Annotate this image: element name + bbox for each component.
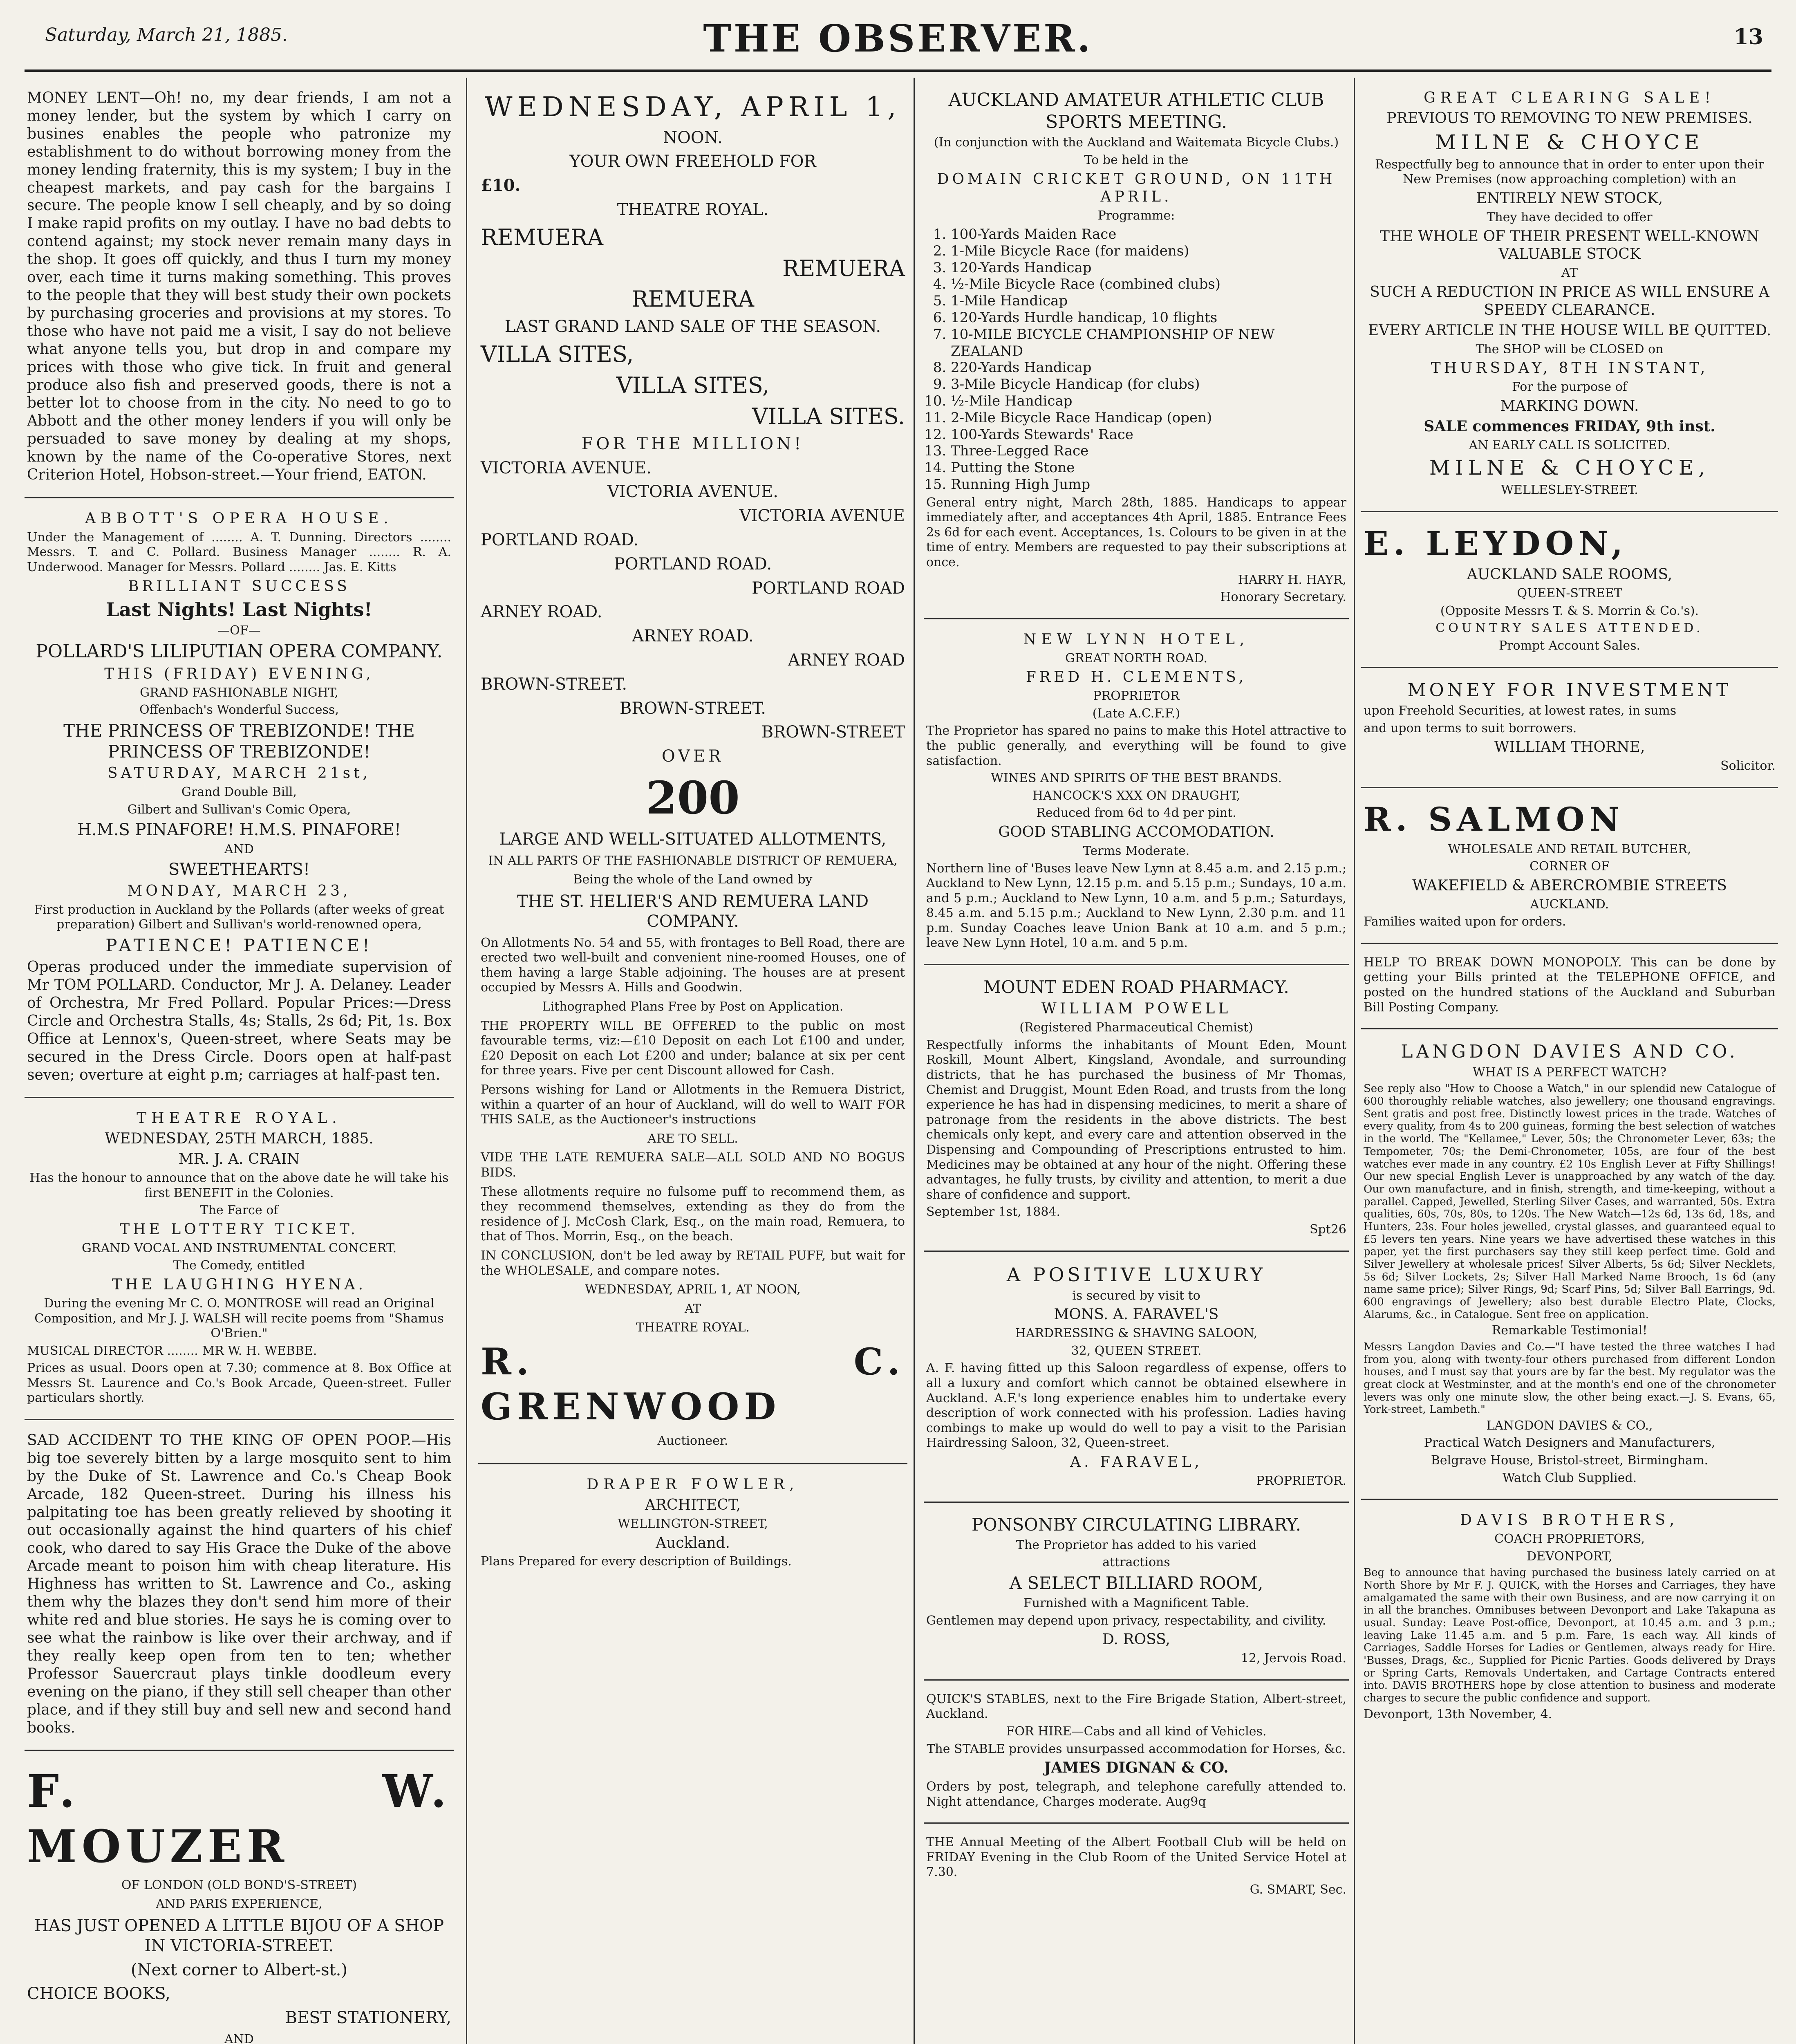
ad-text: Programme: xyxy=(1097,208,1175,223)
column-3 xyxy=(924,78,1349,2044)
ad-text: YOUR OWN FREEHOLD FOR xyxy=(569,152,816,171)
ad-text: Gilbert and Sullivan's Comic Opera, xyxy=(127,802,351,817)
ad-langdon-davies xyxy=(1361,1029,1778,1500)
ad-leydon xyxy=(1361,512,1778,668)
ad-text: Grand Double Bill, xyxy=(181,785,297,800)
ad-text: Watch Club Supplied. xyxy=(1502,1470,1637,1485)
newspaper-title: THE OBSERVER. xyxy=(703,16,1093,61)
ad-text: See reply also "How to Choose a Watch," in our splendid new Catalogue of 600 thoroughly reliable watches, also jewellery; one thousand engravings. Sent gratis and post free. Distinctly lowest prices in the trade. Watches of every quality, from 4s to 200 guineas, forming the best selection of watches in the world. The "Kellamee," Lever, 50s; the Chronometer Lever, 63s; the Tempometer, 70s; the Demi-Chronometer, 105s, are four of the best watches ever made in any country. £2 10s English Lever at Fifty Shillings! Our new special English Lever is unapproached by any watch of the day. Our own manufacture, and in finish, strength, and time-keeping, without a parallel. Capped, Jewelled, Sterling Silver Cases, and warranted, 50s. Extra qualities, 60s, 70s, 80s, to 120s. The New Watch—12s 6d, 13s 6d, 18s, and Hunters, 23s. Four holes jewelled, crystal glasses, and guaranteed equal to £5 levers ten years. Nine years we have advertised these watches in this paper, yet the first purchasers say they still keep perfect time. Gold and Silver Jewellery at wholesale prices! Silver Alberts, 5s 6d; Silver Necklets, 5s 6d; Silver Lockets, 2s; Silver Hall Marked Name Brooch, 1s 6d (any name same price); Silver Rings, 9d; Scarf Pins, 5d; Silver Ball Earrings, 9d. 600 engravings of Jewellery; also best durable Electro Plate, Clocks, Alarums, &c., in Catalogue. Sent free on application. xyxy=(1364,1083,1776,1321)
ad-text: PATIENCE! PATIENCE! xyxy=(105,935,373,955)
ad-text: VICTORIA AVENUE. xyxy=(481,458,652,477)
ad-remuera-sale xyxy=(478,78,907,1464)
ad-text: 32, QUEEN STREET. xyxy=(1071,1343,1202,1358)
ad-heading: MILNE & CHOYCE, xyxy=(1429,456,1710,480)
list-item: 5. 1-Mile Handicap xyxy=(951,293,1346,309)
ad-text: BROWN-STREET xyxy=(761,723,905,742)
ad-text: Solicitor. xyxy=(1720,759,1776,773)
ad-text: Has the honour to announce that on the above date he will take his first BENEFIT in the Colonies. xyxy=(29,1171,449,1200)
ad-text: Gentlemen may depend upon privacy, respectability, and civility. xyxy=(926,1613,1326,1628)
column-rule xyxy=(1354,78,1355,2044)
ad-text: IN ALL PARTS OF THE FASHIONABLE DISTRICT OF REMUERA, xyxy=(488,853,898,868)
ad-text: AND PARIS EXPERIENCE, xyxy=(156,1897,322,1912)
ad-text: September 1st, 1884. xyxy=(926,1205,1061,1219)
list-item: 3. 120-Yards Handicap xyxy=(951,260,1346,276)
ad-text: Last Nights! Last Nights! xyxy=(106,598,372,621)
ad-text: WILLIAM POWELL xyxy=(1041,1000,1232,1018)
ad-text: (Registered Pharmaceutical Chemist) xyxy=(1019,1020,1253,1035)
ad-text: LANGDON DAVIES & CO., xyxy=(1486,1418,1653,1433)
ad-text: FRED H. CLEMENTS, xyxy=(1026,669,1247,686)
ad-text: Respectfully beg to announce that in order to enter upon their New Premises (now approaching completion) with an xyxy=(1375,157,1764,187)
list-item: 4. ½-Mile Bicycle Race (combined clubs) xyxy=(951,276,1346,293)
ad-text: The Proprietor has spared no pains to make this Hotel attractive to the public generally, and everything will be found to give satisfaction. xyxy=(926,724,1346,768)
ad-text: VICTORIA AVENUE. xyxy=(607,482,778,502)
ad-text: Belgrave House, Bristol-street, Birmingham. xyxy=(1431,1453,1709,1468)
ad-text: HAS JUST OPENED A LITTLE BIJOU OF A SHOP IN VICTORIA-STREET. xyxy=(34,1916,444,1955)
ad-text: A SELECT BILLIARD ROOM, xyxy=(1009,1573,1263,1593)
ad-text: MARKING DOWN. xyxy=(1500,397,1639,415)
ad-text: NOON. xyxy=(663,128,723,147)
ad-text: ARNEY ROAD. xyxy=(632,627,754,646)
ad-text: Offenbach's Wonderful Success, xyxy=(139,703,339,717)
ad-heading: R. C. GRENWOOD xyxy=(481,1340,905,1428)
ad-money-lent xyxy=(25,78,454,498)
ad-text: WEDNESDAY, APRIL 1, AT NOON, xyxy=(585,1282,801,1297)
ad-text: AT xyxy=(684,1301,701,1316)
ad-text: HELP TO BREAK DOWN MONOPOLY. This can be done by getting your Bills printed at the TELEPHONE OFFICE, and posted on the hundred stations of the Auckland and Suburban Bill Posting Company. xyxy=(1364,955,1776,1015)
ad-text: THE PRINCESS OF TREBIZONDE! THE PRINCESS OF TREBIZONDE! xyxy=(63,721,415,762)
event-list xyxy=(951,226,1346,493)
ad-price: £10. xyxy=(481,176,521,195)
ad-faravel xyxy=(924,1252,1349,1503)
ad-text: EVERY ARTICLE IN THE HOUSE WILL BE QUITTED. xyxy=(1368,322,1771,339)
ad-text: The STABLE provides unsurpassed accommodation for Horses, &c. xyxy=(927,1741,1346,1756)
column-4 xyxy=(1361,78,1778,2044)
ad-text: BRILLIANT SUCCESS xyxy=(128,578,350,595)
ad-text: JAMES DIGNAN & CO. xyxy=(1044,1759,1229,1777)
ad-text: THE LAUGHING HYENA. xyxy=(112,1276,366,1293)
ad-sad-accident xyxy=(25,1420,454,1751)
ad-text: Under the Management of ........ A. T. Dunning. Directors ........ Messrs. T. and C. Pollard. Business Manager ........ R. A. Underwood. Manager for Messrs. Pollard ........ Jas. E. Kitts xyxy=(27,530,451,575)
ad-text: SUCH A REDUCTION IN PRICE AS WILL ENSURE A SPEEDY CLEARANCE. xyxy=(1370,283,1769,318)
ad-text: H.M.S PINAFORE! H.M.S. PINAFORE! xyxy=(77,820,401,839)
ad-text: A. F. having fitted up this Saloon regardless of expense, offers to all a luxury and comfort which cannot be obtained elsewhere in Auckland. A.F.'s long experience enables him to undertake every description of work connected with his profession. Ladies having combings to make up would do well to pay a visit to the Parisian Hairdressing Saloon, 32, Queen-street. xyxy=(926,1361,1346,1450)
list-item: 2. 1-Mile Bicycle Race (for maidens) xyxy=(951,243,1346,260)
ad-heading: E. LEYDON, xyxy=(1364,524,1628,563)
ad-text: VICTORIA AVENUE xyxy=(739,507,905,526)
ad-text: Reduced from 6d to 4d per pint. xyxy=(1036,806,1236,820)
ad-text: attractions xyxy=(1102,1555,1170,1570)
masthead xyxy=(25,8,1771,72)
ad-heading: THEATRE ROYAL. xyxy=(137,1110,342,1127)
ad-text: General entry night, March 28th, 1885. Handicaps to appear immediately after, and acceptances 4th April, 1885. Entrance Fees 2s 6d for each event. Acceptances, 1s. Colours to be given in at the time of entry. Members are requested to pay their subscriptions at once. xyxy=(926,495,1346,570)
ad-text: Prices as usual. Doors open at 7.30; commence at 8. Box Office at Messrs St. Laurence and Co.'s Book Arcade, Queen-street. Fuller particulars shortly. xyxy=(27,1361,451,1405)
ad-text: Honorary Secretary. xyxy=(1220,590,1346,605)
ad-heading: F. W. MOUZER xyxy=(27,1765,451,1873)
ad-text: PREVIOUS TO REMOVING TO NEW PREMISES. xyxy=(1386,110,1753,127)
ad-heading: VILLA SITES. xyxy=(752,403,905,429)
ad-heading: MONEY FOR INVESTMENT xyxy=(1407,679,1732,701)
ad-text: Beg to announce that having purchased the business lately carried on at North Shore by Mr F. J. QUICK, with the Horses and Carriages, they have amalgamated the same with their own Business, and are now carrying it on in all the branches. Omnibuses between Devonport and Lake Takapuna as usual. Sunday: Leave Post-office, Devonport, at 10.45 a.m. and 3 p.m.; leaving Lake 11.45 a.m. and 5 p.m. Fare, 1s each way. All kinds of Carriages, Saddle Horses for Ladies or Gentlemen, always ready for Hire. 'Busses, Drags, &c., Supplied for Picnic Parties. Goods delivered by Drays or Spring Carts, Removals Undertaken, and Cartage Contracts entered into. DAVIS BROTHERS hope by close attention to business and moderate charges to secure the public confidence and support. xyxy=(1364,1567,1776,1705)
ad-text: ARE TO SELL. xyxy=(647,1131,738,1146)
ad-text: MONDAY, MARCH 23, xyxy=(127,882,351,899)
ad-text: SATURDAY, MARCH 21st, xyxy=(107,765,371,782)
ad-text: ENTIRELY NEW STOCK, xyxy=(1476,190,1663,207)
ad-text: AUCKLAND SALE ROOMS, xyxy=(1467,566,1673,583)
ad-text: Northern line of 'Buses leave New Lynn at 8.45 a.m. and 2.15 p.m.; Auckland to New Lynn, 12.15 p.m. and 5.15 p.m.; Sundays, 10 a.m. and 5 p.m.; Auckland to New Lynn, 10 a.m. and 5 p.m.; Saturdays, 8.45 a.m. and 5.15 p.m.; Auckland to New Lynn, 2.30 p.m. and 11 p.m. Sunday Coaches leave Union Bank at 10 a.m. and 5 p.m.; leave New Lynn Hotel, 10 a.m. and 5 p.m. xyxy=(926,861,1346,950)
ad-text: (Next corner to Albert-st.) xyxy=(131,1960,347,1979)
ad-heading: DAVIS BROTHERS, xyxy=(1460,1512,1680,1529)
ad-salmon-butcher xyxy=(1361,788,1778,944)
ad-text: THE ST. HELIER'S AND REMUERA LAND COMPANY. xyxy=(517,892,869,931)
ad-davis-brothers xyxy=(1361,1500,1778,1735)
ad-text: THURSDAY, 8TH INSTANT, xyxy=(1431,360,1709,377)
ad-football-club xyxy=(924,1824,1349,1910)
ad-heading: MOUNT EDEN ROAD PHARMACY. xyxy=(983,977,1289,997)
ad-text: PROPRIETOR. xyxy=(1256,1473,1346,1488)
ad-text: MONS. A. FARAVEL'S xyxy=(1054,1306,1219,1323)
ad-heading: NEW LYNN HOTEL, xyxy=(1023,631,1250,648)
ad-text: QUICK'S STABLES, next to the Fire Brigade Station, Albert-street, Auckland. xyxy=(926,1692,1346,1721)
ad-text: MUSICAL DIRECTOR ........ MR W. H. WEBBE. xyxy=(27,1343,317,1358)
ad-text: GRAND VOCAL AND INSTRUMENTAL CONCERT. xyxy=(81,1241,397,1255)
ad-text: WELLESLEY-STREET. xyxy=(1501,483,1638,498)
ad-text: COUNTRY SALES ATTENDED. xyxy=(1435,621,1704,636)
ad-text: AN EARLY CALL IS SOLICITED. xyxy=(1469,438,1671,453)
ad-text: THEATRE ROYAL. xyxy=(617,200,769,219)
ad-text: On Allotments No. 54 and 55, with frontages to Bell Road, there are erected two well-built and convenient nine-roomed Houses, one of them having a large Stable adjoining. The houses are at present occupied by Messrs A. Hills and Goodwin. xyxy=(481,935,905,995)
ad-text: is secured by visit to xyxy=(1072,1288,1200,1303)
ad-text: The Comedy, entitled xyxy=(173,1258,305,1273)
ad-text: (Opposite Messrs T. & S. Morrin & Co.'s). xyxy=(1440,603,1699,618)
ad-text: Prompt Account Sales. xyxy=(1498,639,1641,653)
ad-text: OF LONDON (OLD BOND'S-STREET) xyxy=(121,1878,357,1892)
ad-text: WHOLESALE AND RETAIL BUTCHER, xyxy=(1448,842,1691,856)
list-item: 1. 100-Yards Maiden Race xyxy=(951,226,1346,243)
ad-text: These allotments require no fulsome puff to recommend them, as they recommend themselves, extending as they do from the residence of J. McCosh Clark, Esq., on the main road, Remuera, to that of Thos. Morrin, Esq., on the beach. xyxy=(481,1184,905,1244)
ad-text: G. SMART, Sec. xyxy=(1250,1882,1346,1897)
ad-text: PORTLAND ROAD. xyxy=(614,554,772,574)
ad-text: SALE commences FRIDAY, 9th inst. xyxy=(1424,417,1715,435)
column-2 xyxy=(478,78,907,2044)
ad-text: (In conjunction with the Auckland and Waitemata Bicycle Clubs.) xyxy=(934,135,1339,150)
ad-text: CHOICE BOOKS, xyxy=(27,1984,170,2004)
ad-text: LARGE AND WELL-SITUATED ALLOTMENTS, xyxy=(499,830,887,849)
ad-text: Auckland. xyxy=(656,1534,730,1551)
ad-draper-fowler xyxy=(478,1464,907,1582)
ad-text: IN CONCLUSION, don't be led away by RETAIL PUFF, but wait for the WHOLESALE, and compare notes. xyxy=(481,1248,905,1278)
ad-text: PROPRIETOR xyxy=(1093,689,1180,704)
ad-text: For the purpose of xyxy=(1512,380,1627,394)
ad-text: GOOD STABLING ACCOMODATION. xyxy=(998,824,1274,840)
ad-text: PORTLAND ROAD. xyxy=(481,530,639,549)
ad-pharmacy xyxy=(924,965,1349,1251)
ad-text: LAST GRAND LAND SALE OF THE SEASON. xyxy=(504,317,881,336)
ad-text: QUEEN-STREET xyxy=(1517,586,1622,601)
ad-text: Being the whole of the Land owned by xyxy=(573,872,813,887)
ad-text: The Proprietor has added to his varied xyxy=(1016,1537,1257,1552)
column-rule xyxy=(914,78,915,2044)
ad-text: HANCOCK'S XXX ON DRAUGHT, xyxy=(1032,788,1241,803)
ad-new-lynn-hotel xyxy=(924,619,1349,965)
list-item: 11. 2-Mile Bicycle Race Handicap (open) xyxy=(951,410,1346,426)
ad-text: A. FARAVEL, xyxy=(1070,1453,1203,1470)
ad-text: Messrs Langdon Davies and Co.—"I have tested the three watches I had from you, along with twenty-four others purchased from different London houses, and I must say that yours are by far the best. My regulator was the great clock at Westminster, and at the month's end one of the chronometer levers was only one minute slow, the other being exact.—J. S. Evans, 65, York-street, Lambeth." xyxy=(1364,1340,1776,1416)
ad-text: HARDRESSING & SHAVING SALOON, xyxy=(1015,1326,1258,1341)
ad-text: AND xyxy=(224,842,254,857)
ad-text: THE WHOLE OF THEIR PRESENT WELL-KNOWN VALUABLE STOCK xyxy=(1379,228,1760,263)
ad-money-investment xyxy=(1361,668,1778,788)
ad-heading: ABBOTT'S OPERA HOUSE. xyxy=(85,510,393,527)
page-number: 13 xyxy=(1733,25,1763,49)
list-item: 8. 220-Yards Handicap xyxy=(951,359,1346,376)
ad-text: GRAND FASHIONABLE NIGHT, xyxy=(140,685,338,700)
ad-text: Operas produced under the immediate supervision of Mr TOM POLLARD. Conductor, Mr J. A. Delaney. Leader of Orchestra, Mr Fred Pollard. Popular Prices:—Dress Circle and Orchestra Stalls, 4s; Stalls, 2s 6d; Pit, 1s. Box Office at Lennox's, Queen-street, where Seats may be secured in the Dress Circle. Doors open at half-past seven; overture at eight p.m; carriages at half-past ten. xyxy=(27,959,451,1083)
ad-text: DOMAIN CRICKET GROUND, ON 11TH APRIL. xyxy=(937,170,1336,206)
ad-text: THE LOTTERY TICKET. xyxy=(120,1221,358,1238)
ad-clearing-sale xyxy=(1361,78,1778,512)
ad-text: and upon terms to suit borrowers. xyxy=(1364,721,1577,735)
ad-text: THE PROPERTY WILL BE OFFERED to the public on most favourable terms, viz:—£10 Deposit on each Lot £100 and under, £20 Deposit on each Lot £200 and under; balance at six per cent for three years. Five per cent Discount allowed for Cash. xyxy=(481,1018,905,1078)
list-item: 13. Three-Legged Race xyxy=(951,443,1346,459)
issue-date: Saturday, March 21, 1885. xyxy=(45,25,288,45)
ad-text: D. ROSS, xyxy=(1102,1631,1170,1648)
ad-text: OVER xyxy=(661,747,724,766)
ad-text: THIS (FRIDAY) EVENING, xyxy=(104,665,374,682)
ad-text: —OF— xyxy=(217,623,261,638)
ad-text: WELLINGTON-STREET, xyxy=(618,1516,768,1531)
ad-text: Furnished with a Magnificent Table. xyxy=(1023,1596,1250,1611)
ad-text: WINES AND SPIRITS OF THE BEST BRANDS. xyxy=(991,771,1282,786)
ad-mouzer xyxy=(25,1751,454,2044)
ad-text: During the evening Mr C. O. MONTROSE will read an Original Composition, and Mr J. J. WALSH will recite poems from "Shamus O'Brien." xyxy=(34,1296,444,1341)
ad-quicks-stables xyxy=(924,1681,1349,1824)
ad-text: HARRY H. HAYR, xyxy=(1238,572,1346,587)
ad-text: To be held in the xyxy=(1084,152,1189,167)
ad-text: Practical Watch Designers and Manufacturers, xyxy=(1424,1436,1715,1450)
ad-text: 12, Jervois Road. xyxy=(1241,1651,1346,1666)
ad-text: AUCKLAND. xyxy=(1530,897,1609,912)
ad-text: ARNEY ROAD xyxy=(788,650,905,670)
ad-text: They have decided to offer xyxy=(1487,210,1653,224)
ad-text: Orders by post, telegraph, and telephone carefully attended to. Night attendance, Charges moderate. Aug9q xyxy=(926,1780,1346,1809)
ad-heading: REMUERA xyxy=(481,224,603,250)
ad-text: AT xyxy=(1561,266,1578,280)
ad-text: Spt26 xyxy=(1310,1222,1346,1237)
ad-text: Remarkable Testimonial! xyxy=(1491,1323,1648,1338)
ad-text: Devonport, 13th November, 4. xyxy=(1364,1707,1552,1721)
ad-text: Auctioneer. xyxy=(657,1433,728,1448)
ad-text: THE Annual Meeting of the Albert Football Club will be held on FRIDAY Evening in the Club Room of the United Service Hotel at 7.30. xyxy=(926,1835,1346,1880)
ad-text: CORNER OF xyxy=(1530,859,1610,874)
ad-text: Lithographed Plans Free by Post on Application. xyxy=(542,1000,844,1014)
ad-text: upon Freehold Securities, at lowest rates, in sums xyxy=(1364,704,1677,718)
list-item: 14. Putting the Stone xyxy=(951,459,1346,476)
ad-text: SAD ACCIDENT TO THE KING OF OPEN POOP.—His big toe severely bitten by a large mosquito sent to him by the Duke of St. Lawrence and Co.'s Cheap Book Arcade, 182 Queen-street. During his illness his palpitating toe has been greatly relieved by shooting it out occasionally against the hind quarters of his chief cook, who dared to say His Grace the Duke of the above Arcade meant to poison him with cheap literature. His Highness has written to St. Lawrence and Co., asking them why the blazes they don't send him more of their white red and blue stories. He says he is coming over to see what the rainbow is like over their archway, and if they really keep open from ten to ten; whether Professor Sauercraut plays tinkle doodleum every evening on the piano, if they still sell cheaper than other place, and if they still buy and sell new and second hand books. xyxy=(27,1432,451,1736)
ad-heading: AUCKLAND AMATEUR ATHLETIC CLUB SPORTS MEETING. xyxy=(948,90,1324,132)
ad-heading: A POSITIVE LUXURY xyxy=(1006,1263,1266,1286)
ad-number: 200 xyxy=(646,771,740,824)
ad-text: WILLIAM THORNE, xyxy=(1494,739,1645,756)
ad-text: Terms Moderate. xyxy=(1083,843,1190,858)
ad-text: ARNEY ROAD. xyxy=(481,603,602,622)
ad-heading: MILNE & CHOYCE xyxy=(1435,130,1704,154)
ad-text: First production in Auckland by the Pollards (after weeks of great preparation) Gilbert and Sullivan's world-renowned opera, xyxy=(34,902,444,932)
ad-text: FOR HIRE—Cabs and all kind of Vehicles. xyxy=(1006,1724,1267,1739)
ad-text: SWEETHEARTS! xyxy=(168,860,310,879)
ad-text: (Late A.C.F.F.) xyxy=(1092,706,1180,721)
ad-heading: PONSONBY CIRCULATING LIBRARY. xyxy=(972,1515,1301,1535)
ad-monopoly xyxy=(1361,944,1778,1029)
ad-heading: VILLA SITES, xyxy=(616,372,770,398)
ad-heading: R. SALMON xyxy=(1364,800,1624,838)
ad-text: ARCHITECT, xyxy=(645,1497,741,1514)
ad-text: DEVONPORT, xyxy=(1527,1549,1612,1564)
ad-heading: REMUERA xyxy=(632,286,754,312)
ad-theatre-royal xyxy=(25,1098,454,1420)
column-rule xyxy=(466,78,467,2044)
ad-text: AND xyxy=(224,2032,254,2044)
list-item: 9. 3-Mile Bicycle Handicap (for clubs) xyxy=(951,376,1346,393)
ad-heading: DRAPER FOWLER, xyxy=(587,1476,799,1493)
ad-text: The Farce of xyxy=(200,1203,278,1218)
ad-text: The SHOP will be CLOSED on xyxy=(1476,342,1664,356)
ad-text: WHAT IS A PERFECT WATCH? xyxy=(1472,1065,1667,1080)
ad-text: VIDE THE LATE REMUERA SALE—ALL SOLD AND NO BOGUS BIDS. xyxy=(481,1150,905,1180)
ad-heading: WEDNESDAY, APRIL 1, xyxy=(484,91,901,123)
list-item: 12. 100-Yards Stewards' Race xyxy=(951,426,1346,443)
ad-text: WEDNESDAY, 25TH MARCH, 1885. xyxy=(105,1130,374,1148)
ad-text: COACH PROPRIETORS, xyxy=(1494,1532,1645,1546)
column-1 xyxy=(25,78,454,2044)
ad-heading: REMUERA xyxy=(782,255,905,281)
ad-text: Plans Prepared for every description of Buildings. xyxy=(481,1554,792,1569)
ad-athletic-club xyxy=(924,78,1349,619)
ad-heading: VILLA SITES, xyxy=(481,341,634,368)
ad-text: BEST STATIONERY, xyxy=(285,2008,451,2028)
ad-text: PORTLAND ROAD xyxy=(752,578,905,598)
list-item: 6. 120-Yards Hurdle handicap, 10 flights xyxy=(951,309,1346,326)
ad-text: FOR THE MILLION! xyxy=(581,434,804,453)
ad-text: BROWN-STREET. xyxy=(481,675,627,694)
ad-text: WAKEFIELD & ABERCROMBIE STREETS xyxy=(1412,877,1727,894)
ad-text: BROWN-STREET. xyxy=(619,699,766,718)
ad-library xyxy=(924,1503,1349,1680)
ad-text: GREAT NORTH ROAD. xyxy=(1065,651,1207,666)
ad-text: Respectfully informs the inhabitants of Mount Eden, Mount Roskill, Mount Albert, Kingsland, Avondale, and surrounding districts, that he has purchased the business of Mr Thomas, Chemist and Druggist, Mount Eden Road, and trusts from the long experience he has had in dispensing medicines, to merit a share of patronage from the residents in the above districts. The best chemicals only kept, and every care and attention observed in the Dispensing and Compounding of Prescriptions entrusted to him. Medicines may be obtained at any hour of the night. Offering these advantages, he fully trusts, by civility and attention, to merit a due share of confidence and support. xyxy=(926,1038,1346,1202)
ad-text: MR. J. A. CRAIN xyxy=(178,1151,300,1168)
list-item: 15. Running High Jump xyxy=(951,476,1346,493)
ad-text: MONEY LENT—Oh! no, my dear friends, I am not a money lender, but the system by which I carry on busines enables the people who patronize my establishment to do without borrowing money from the money lending fraternity, this is my system; I buy in the cheapest markets, and pay cash for the bargains I secure. The people know I sell cheaply, and by so doing I make rapid profits on my outlay. I have no bad debts to contend against; my stock never remain many days in the shop. It goes off quickly, and thus I turn my money over, each time it turns making something. This proves to the people that they will best study their own pockets by purchasing groceries and provisions at my stores. To those who have not paid me a visit, I say do not believe what anyone tells you, but drop in and compare my prices with those who give tick. In fruit and general produce also fish and preserved goods, there is not a better lot to choose from in the city. No need to go to Abbott and the other money lenders if you will only be persuaded to save money by dealing at my shops, known by the name of the Co-operative Stores, next Criterion Hotel, Hobson-street.—Your friend, EATON. xyxy=(27,90,451,484)
ad-heading: GREAT CLEARING SALE! xyxy=(1424,90,1715,106)
ad-text: POLLARD'S LILIPUTIAN OPERA COMPANY. xyxy=(36,641,443,662)
list-item: 10. ½-Mile Handicap xyxy=(951,393,1346,410)
ad-text: Families waited upon for orders. xyxy=(1364,914,1566,929)
ad-text: Persons wishing for Land or Allotments in the Remuera District, within a quarter of an hour of Auckland, will do well to WAIT FOR THIS SALE, as the Auctioneer's instructions xyxy=(481,1083,905,1127)
ad-text: THEATRE ROYAL. xyxy=(636,1320,750,1335)
list-item: 7. 10-MILE BICYCLE CHAMPIONSHIP OF NEW ZEALAND xyxy=(951,326,1346,360)
ad-heading: LANGDON DAVIES AND CO. xyxy=(1401,1041,1738,1062)
ad-opera-house xyxy=(25,498,454,1098)
